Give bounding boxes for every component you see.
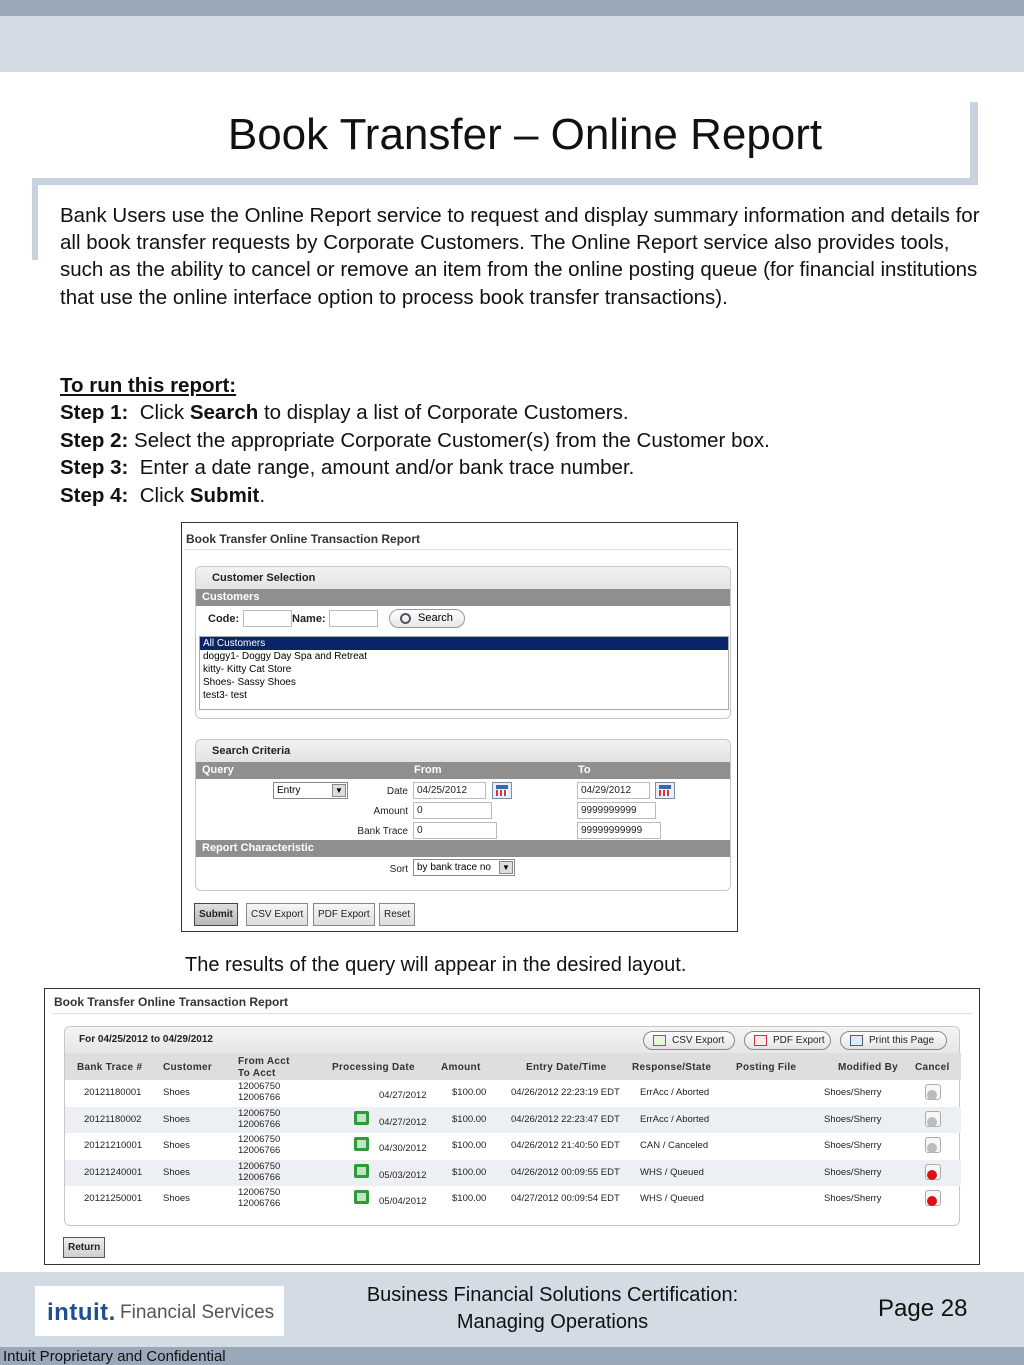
cell-to-acct: 12006766 [238, 1118, 281, 1130]
table-row [65, 1080, 961, 1107]
col-to-acct: To Acct [238, 1068, 276, 1079]
date-range-label: For 04/25/2012 to 04/29/2012 [79, 1034, 213, 1045]
cell-bank-trace: 20121180001 [84, 1087, 142, 1098]
divider [185, 549, 733, 550]
date-label: Date [386, 786, 408, 797]
cell-modified-by: Shoes/Sherry [824, 1140, 882, 1151]
customers-bar: Customers [196, 589, 730, 606]
cell-processing-date: 05/04/2012 [379, 1196, 427, 1207]
trace-from-input[interactable]: 0 [413, 822, 497, 839]
bank-trace-label: Bank Trace [357, 826, 408, 837]
cancel-icon [925, 1111, 941, 1127]
cell-modified-by: Shoes/Sherry [824, 1113, 882, 1125]
cell-amount: $100.00 [452, 1113, 487, 1125]
list-item[interactable]: test3- test [203, 690, 247, 701]
page-number: Page 28 [878, 1295, 968, 1322]
submit-button[interactable]: Submit [194, 903, 238, 926]
table-row [65, 1107, 961, 1134]
results-screenshot [44, 988, 980, 1265]
query-column: Query [202, 764, 234, 776]
pdf-export-button[interactable]: PDF Export [744, 1031, 831, 1050]
resubmit-icon[interactable] [354, 1111, 369, 1125]
cell-processing-date: 05/03/2012 [379, 1169, 427, 1181]
intuit-logo [35, 1286, 284, 1336]
cell-modified-by: Shoes/Sherry [824, 1166, 882, 1178]
results-caption: The results of the query will appear in the desired layout. [185, 954, 687, 976]
amount-from-input[interactable]: 0 [413, 802, 492, 819]
intro-paragraph: Bank Users use the Online Report service to request and display summary information and details for all book transfer requests by Corporate Customers. The Online Report service also provides tools, such as the ability to cancel or remove an item from the online posting queue (for financial institutions that use the online interface option to process book transfer transactions). [60, 204, 980, 309]
search-criteria-heading: Search Criteria [196, 740, 730, 762]
print-page-button[interactable]: Print this Page [840, 1031, 947, 1050]
col-amount: Amount [441, 1062, 481, 1073]
cell-to-acct: 12006766 [238, 1171, 281, 1183]
title-frame [970, 102, 978, 184]
criteria-header-bar [196, 762, 730, 779]
step-4: Step 4: Click Submit. [60, 483, 266, 507]
pdf-icon [754, 1035, 767, 1046]
cell-customer: Shoes [163, 1140, 190, 1151]
cancel-icon [925, 1084, 941, 1100]
cell-response-state: ErrAcc / Aborted [640, 1087, 710, 1098]
search-button[interactable]: Search [389, 609, 465, 628]
col-customer: Customer [163, 1062, 213, 1073]
resubmit-icon[interactable] [354, 1164, 369, 1178]
calendar-icon[interactable] [655, 782, 675, 799]
csv-export-button[interactable]: CSV Export [246, 903, 308, 926]
cell-to-acct: 12006766 [238, 1092, 281, 1103]
col-entry-datetime: Entry Date/Time [526, 1062, 607, 1073]
cell-from-acct: 12006750 [238, 1187, 281, 1198]
name-input[interactable] [329, 610, 378, 627]
sort-select[interactable]: by bank trace no ▼ [413, 859, 515, 876]
steps-list [60, 372, 960, 509]
cell-to-acct: 12006766 [238, 1198, 281, 1209]
table-row [65, 1186, 961, 1213]
col-posting-file: Posting File [736, 1062, 797, 1073]
cell-from-acct: 12006750 [238, 1081, 281, 1092]
results-panel [64, 1026, 960, 1226]
cell-accounts [238, 1161, 280, 1183]
col-bank-trace: Bank Trace # [77, 1062, 143, 1073]
customer-listbox[interactable] [199, 636, 729, 710]
calendar-icon[interactable] [492, 782, 512, 799]
trace-to-input[interactable]: 99999999999 [577, 822, 661, 839]
cancel-icon [925, 1137, 941, 1153]
query-type-select[interactable]: Entry ▼ [273, 782, 348, 799]
name-label: Name: [292, 613, 326, 625]
cell-from-acct: 12006750 [238, 1107, 281, 1119]
col-cancel: Cancel [915, 1062, 950, 1073]
table-row [65, 1160, 961, 1187]
reset-button[interactable]: Reset [379, 903, 415, 926]
cell-entry-datetime: 04/26/2012 22:23:47 EDT [511, 1113, 620, 1125]
cell-bank-trace: 20121180002 [84, 1113, 142, 1125]
cancel-dot [927, 1196, 937, 1206]
cell-entry-datetime: 04/26/2012 22:23:19 EDT [511, 1087, 620, 1098]
list-item[interactable]: Shoes- Sassy Shoes [203, 677, 296, 688]
code-label: Code: [208, 613, 240, 625]
col-processing-date: Processing Date [332, 1062, 415, 1073]
cell-entry-datetime: 04/26/2012 00:09:55 EDT [511, 1166, 620, 1178]
cell-customer: Shoes [163, 1166, 190, 1178]
customer-selection-heading: Customer Selection [196, 567, 730, 589]
dropdown-arrow-icon: ▼ [499, 861, 513, 874]
cell-modified-by: Shoes/Sherry [824, 1087, 882, 1098]
cell-entry-datetime: 04/27/2012 00:09:54 EDT [511, 1193, 620, 1204]
search-criteria-panel [195, 739, 731, 891]
date-from-input[interactable]: 04/25/2012 [413, 782, 486, 799]
cell-processing-date: 04/30/2012 [379, 1143, 427, 1154]
csv-export-button[interactable]: CSV Export [643, 1031, 735, 1050]
footer-course-title: Business Financial Solutions Certification: Managing Operations [366, 1284, 739, 1333]
dropdown-arrow-icon: ▼ [332, 784, 346, 797]
table-header [65, 1053, 961, 1080]
cell-amount: $100.00 [452, 1193, 487, 1204]
resubmit-icon[interactable] [354, 1137, 369, 1151]
cell-from-acct: 12006750 [238, 1160, 281, 1172]
title-frame [32, 178, 38, 260]
step-2: Step 2: Select the appropriate Corporate Customer(s) from the Customer box. [60, 428, 770, 452]
cell-processing-date: 04/27/2012 [379, 1116, 427, 1128]
csv-icon [653, 1035, 666, 1046]
top-band [0, 16, 1024, 72]
step-1: Step 1: Click Search to display a list of Corporate Customers. [60, 401, 629, 425]
printer-icon [850, 1035, 863, 1046]
title-frame [32, 178, 978, 185]
col-response-state: Response/State [632, 1062, 712, 1073]
cell-response-state: WHS / Queued [640, 1166, 704, 1178]
cancel-icon[interactable] [925, 1190, 941, 1206]
logo-brand: intuit. [47, 1299, 116, 1326]
top-bar [0, 0, 1024, 16]
results-title: Book Transfer Online Transaction Report [54, 995, 289, 1009]
from-column: From [414, 764, 442, 776]
amount-to-input[interactable]: 9999999999 [577, 802, 656, 819]
confidential-notice: Intuit Proprietary and Confidential [3, 1348, 226, 1365]
resubmit-icon[interactable] [354, 1190, 369, 1204]
cell-amount: $100.00 [452, 1087, 487, 1098]
cell-amount: $100.00 [452, 1166, 487, 1178]
cell-bank-trace: 20121250001 [84, 1193, 143, 1204]
customer-selection-panel [195, 566, 731, 719]
cancel-dot [927, 1090, 937, 1100]
list-item[interactable]: doggy1- Doggy Day Spa and Retreat [203, 651, 367, 662]
list-item[interactable]: kitty- Kitty Cat Store [203, 664, 292, 675]
code-input[interactable] [243, 610, 292, 627]
results-header [65, 1027, 959, 1053]
cell-customer: Shoes [163, 1193, 190, 1204]
cell-from-acct: 12006750 [238, 1134, 281, 1145]
cell-customer: Shoes [163, 1087, 190, 1098]
steps-heading: To run this report: [60, 374, 237, 397]
cell-entry-datetime: 04/26/2012 21:40:50 EDT [511, 1140, 620, 1151]
return-button[interactable]: Return [63, 1237, 105, 1258]
cell-accounts [238, 1187, 280, 1209]
cell-accounts [238, 1081, 280, 1103]
cell-processing-date: 04/27/2012 [379, 1090, 427, 1101]
cell-amount: $100.00 [452, 1140, 487, 1151]
cancel-dot [927, 1117, 937, 1127]
cell-to-acct: 12006766 [238, 1145, 281, 1156]
cell-bank-trace: 20121210001 [84, 1140, 143, 1151]
magnifier-icon [400, 613, 411, 624]
col-modified-by: Modified By [838, 1062, 898, 1073]
cell-accounts [238, 1134, 280, 1156]
divider [53, 1013, 973, 1014]
col-from-acct: From Acct [238, 1056, 290, 1067]
list-item[interactable]: All Customers [200, 637, 728, 650]
cell-customer: Shoes [163, 1113, 190, 1125]
form-title: Book Transfer Online Transaction Report [186, 532, 421, 546]
cancel-icon[interactable] [925, 1164, 941, 1180]
cell-bank-trace: 20121240001 [84, 1166, 143, 1178]
cell-response-state: CAN / Canceled [640, 1140, 709, 1151]
date-to-input[interactable]: 04/29/2012 [577, 782, 650, 799]
amount-label: Amount [373, 806, 408, 817]
step-3: Step 3: Enter a date range, amount and/or bank trace number. [60, 456, 635, 480]
report-characteristic-bar: Report Characteristic [196, 840, 730, 857]
logo-subtitle: Financial Services [120, 1302, 275, 1323]
cell-modified-by: Shoes/Sherry [824, 1193, 882, 1204]
pdf-export-button[interactable]: PDF Export [313, 903, 375, 926]
sort-label: Sort [389, 864, 408, 875]
table-row [65, 1133, 961, 1160]
cancel-dot [927, 1143, 937, 1153]
to-column: To [578, 764, 591, 776]
cell-accounts [238, 1108, 280, 1130]
cancel-dot [927, 1170, 937, 1180]
cell-response-state: ErrAcc / Aborted [640, 1113, 710, 1125]
report-form-screenshot [181, 522, 738, 932]
slide-title: Book Transfer – Online Report [227, 110, 823, 159]
cell-response-state: WHS / Queued [640, 1193, 704, 1204]
